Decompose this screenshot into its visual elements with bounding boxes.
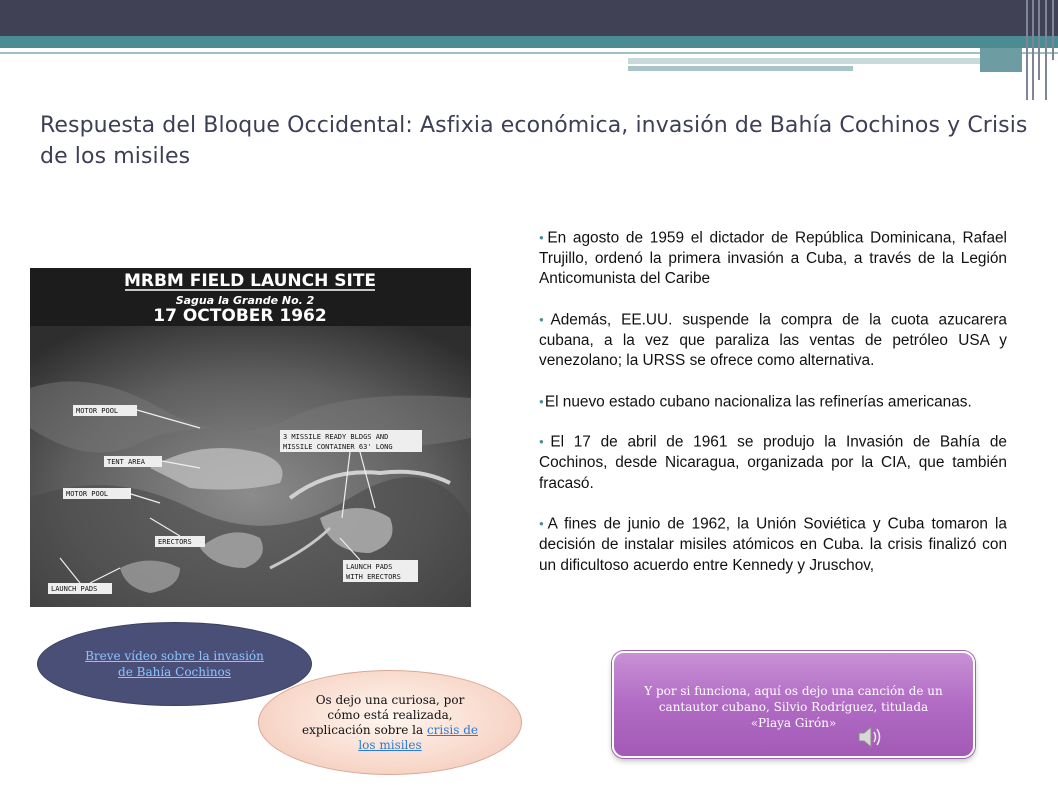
slide-title: Respuesta del Bloque Occidental: Asfixia económica, invasión de Bahía Cochinos y Crisis de los misiles <box>40 113 1028 169</box>
photo-subheading: Sagua la Grande No. 2 <box>175 294 315 307</box>
bullet-dot-icon: ● <box>539 437 550 447</box>
header-deco-block <box>980 48 1022 72</box>
list-item: ●Además, EE.UU. suspende la compra de la cuota azucarera cubana, a la vez que paraliza las ventas de petróleo USA y venezolano; la URSS se ofrece como alternativa. <box>539 311 1007 370</box>
header-deco-bar <box>628 58 980 64</box>
bullet-dot-icon: ● <box>539 519 547 529</box>
header-teal-stripe <box>0 36 1058 48</box>
photo-label: TENT AREA <box>107 458 145 466</box>
header-deco-bar <box>628 66 853 71</box>
photo-label: WITH ERECTORS <box>346 573 401 581</box>
header-vertical-lines <box>1018 0 1058 100</box>
photo-label: MOTOR POOL <box>66 490 109 498</box>
photo-date: 17 OCTOBER 1962 <box>153 306 327 326</box>
speaker-icon[interactable] <box>856 723 884 751</box>
photo-label: 3 MISSILE READY BLDGS AND <box>283 433 389 441</box>
header-band <box>0 0 1058 36</box>
list-item: ●El nuevo estado cubano nacionaliza las refinerías americanas. <box>539 392 972 410</box>
list-item: ●En agosto de 1959 el dictador de República Dominicana, Rafael Trujillo, ordenó la primera invasión a Cuba, a través de la Legión Anticomunista del Caribe <box>539 229 1007 288</box>
curiosity-oval <box>258 670 522 775</box>
photo-label: LAUNCH PADS <box>346 563 393 571</box>
song-box <box>612 651 975 758</box>
bullet-list <box>539 228 1007 596</box>
list-item: ●El 17 de abril de 1961 se produjo la Invasión de Bahía de Cochinos, desde Nicaragua, organizada por la CIA, que también fracasó. <box>539 433 1007 492</box>
photo-heading: MRBM FIELD LAUNCH SITE <box>123 271 377 291</box>
video-link-oval <box>37 622 312 706</box>
aerial-photo <box>30 268 471 607</box>
header-thin-line <box>0 52 1058 54</box>
photo-label: ERECTORS <box>158 538 192 546</box>
bullet-dot-icon: ● <box>539 314 550 324</box>
song-text: Y por si funciona, aquí os dejo una canción de un cantautor cubano, Silvio Rodríguez, titulada «Playa Girón» <box>644 684 943 730</box>
list-item: ●A fines de junio de 1962, la Unión Soviética y Cuba tomaron la decisión de instalar misiles atómicos en Cuba. la crisis finalizó con un dificultoso acuerdo entre Kennedy y Jruschov, <box>539 515 1007 574</box>
curiosity-text: Os dejo una curiosa, por cómo está realizada, explicación sobre la crisis de los misiles <box>302 692 478 752</box>
photo-label: MOTOR POOL <box>76 407 119 415</box>
photo-label: LAUNCH PADS <box>51 585 98 593</box>
bullet-dot-icon: ● <box>539 396 544 406</box>
video-link[interactable]: Breve vídeo sobre la invasión de Bahía Cochinos <box>85 649 264 679</box>
photo-label: MISSILE CONTAINER 63' LONG <box>283 443 393 451</box>
missile-crisis-link[interactable]: crisis de los misiles <box>358 722 478 752</box>
bullet-dot-icon: ● <box>539 233 547 242</box>
